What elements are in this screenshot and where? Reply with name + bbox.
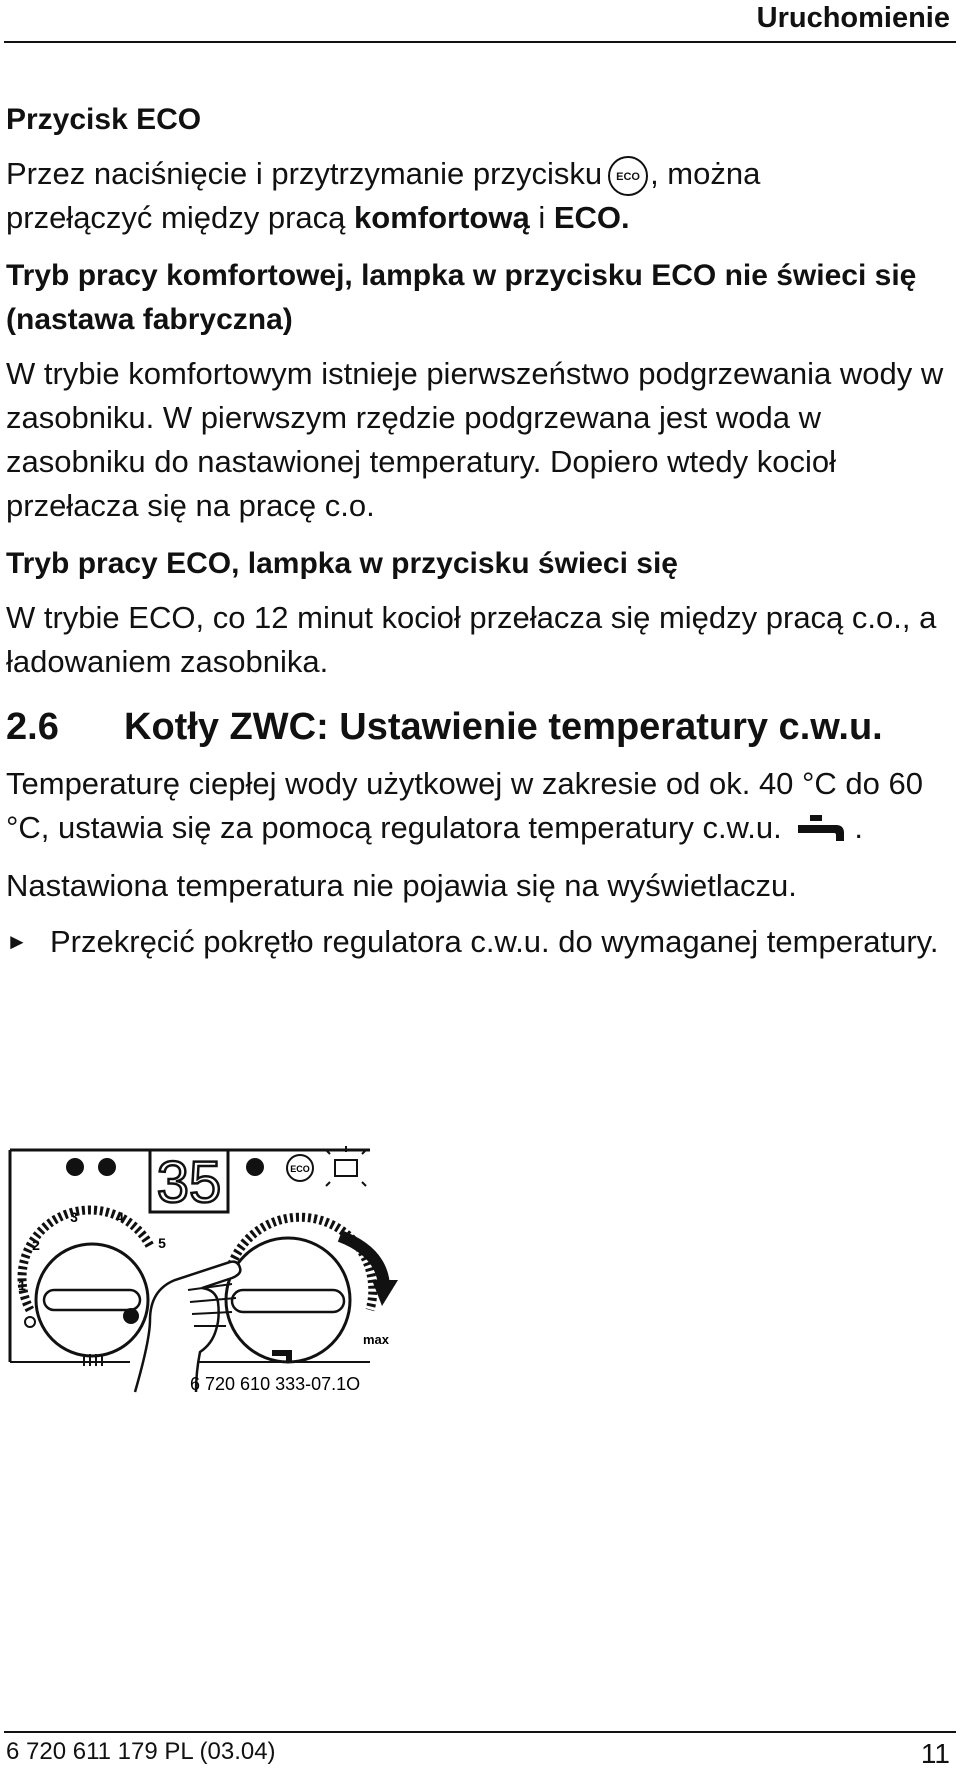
page-header-title: Uruchomienie bbox=[756, 2, 950, 34]
figure-code: 6 720 610 333-07.1O bbox=[190, 1374, 361, 1394]
section-heading bbox=[6, 702, 946, 752]
display-note: Nastawiona temperatura nie pojawia się na wyświetlaczu. bbox=[6, 868, 797, 903]
eco-intro-line2: przełączyć między pracą bbox=[6, 200, 355, 235]
scale-label: 4 bbox=[116, 1209, 124, 1225]
footer-rule bbox=[4, 1731, 956, 1733]
eco-panel-label: ECO bbox=[290, 1164, 310, 1174]
page-number: 11 bbox=[920, 1738, 950, 1769]
bullet-arrow-icon: ► bbox=[6, 929, 28, 954]
heating-knob-grip bbox=[44, 1290, 140, 1310]
scale-label: 1 bbox=[18, 1277, 26, 1293]
comfort-word: komfortową bbox=[354, 200, 530, 235]
section-number: 2.6 bbox=[6, 706, 59, 748]
flame-indicator-icon bbox=[66, 1158, 84, 1176]
scale-label: 2 bbox=[32, 1237, 40, 1253]
dhw-range-text bbox=[6, 762, 946, 850]
eco-intro bbox=[6, 152, 946, 240]
reset-light-icon bbox=[326, 1146, 366, 1186]
eco-button-icon: ECO bbox=[608, 156, 648, 196]
document-body bbox=[6, 98, 946, 964]
dhw-range-end: . bbox=[854, 810, 863, 845]
dhw-range-main: Temperaturę ciepłej wody użytkowej w zakresie od ok. 40 °C do 60 °C, ustawia się za pomocą regulatora temperatury c.w.u. bbox=[6, 766, 924, 845]
comfort-heading: Tryb pracy komfortowej, lampka w przycisku ECO nie świeci się (nastawa fabryczna) bbox=[6, 259, 917, 336]
scale-label: 5 bbox=[158, 1235, 166, 1251]
eco-intro-text: Przez naciśnięcie i przytrzymanie przycisku bbox=[6, 156, 603, 191]
service-icon bbox=[246, 1158, 264, 1176]
eco-mode-text: W trybie ECO, co 12 minut kocioł przełacza się między pracą c.o., a ładowaniem zasobnika. bbox=[6, 600, 937, 679]
sun-icon bbox=[25, 1317, 35, 1327]
instruction-text: Przekręcić pokrętło regulatora c.w.u. do wymaganej temperatury. bbox=[50, 924, 939, 959]
dhw-knob-grip bbox=[232, 1290, 344, 1312]
display-value: 35 bbox=[156, 1150, 222, 1215]
eco-intro-and: i bbox=[529, 200, 554, 235]
eco-intro-after: , można bbox=[650, 156, 761, 191]
section-title: Kotły ZWC: Ustawienie temperatury c.w.u. bbox=[124, 706, 883, 748]
eco-heading: Przycisk ECO bbox=[6, 103, 202, 136]
max-label: max bbox=[362, 1332, 390, 1347]
instruction-item bbox=[6, 920, 946, 964]
tap-icon bbox=[796, 813, 848, 847]
control-panel-figure bbox=[0, 1140, 420, 1400]
scale-label: 3 bbox=[70, 1209, 78, 1225]
eco-word: ECO. bbox=[553, 200, 630, 235]
header-rule bbox=[4, 41, 956, 43]
comfort-text: W trybie komfortowym istnieje pierwszeństwo podgrzewania wody w zasobniku. W pierwszym rzędzie podgrzewana jest woda w zasobniku do nastawionej temperatury. Dopiero wtedy kocioł przełacza się na pracę c.o. bbox=[6, 356, 944, 523]
burner-indicator-icon bbox=[98, 1158, 116, 1176]
eco-mode-heading: Tryb pracy ECO, lampka w przycisku świeci się bbox=[6, 547, 678, 580]
knob-pointer bbox=[123, 1308, 139, 1324]
document-code: 6 720 611 179 PL (03.04) bbox=[6, 1738, 276, 1765]
